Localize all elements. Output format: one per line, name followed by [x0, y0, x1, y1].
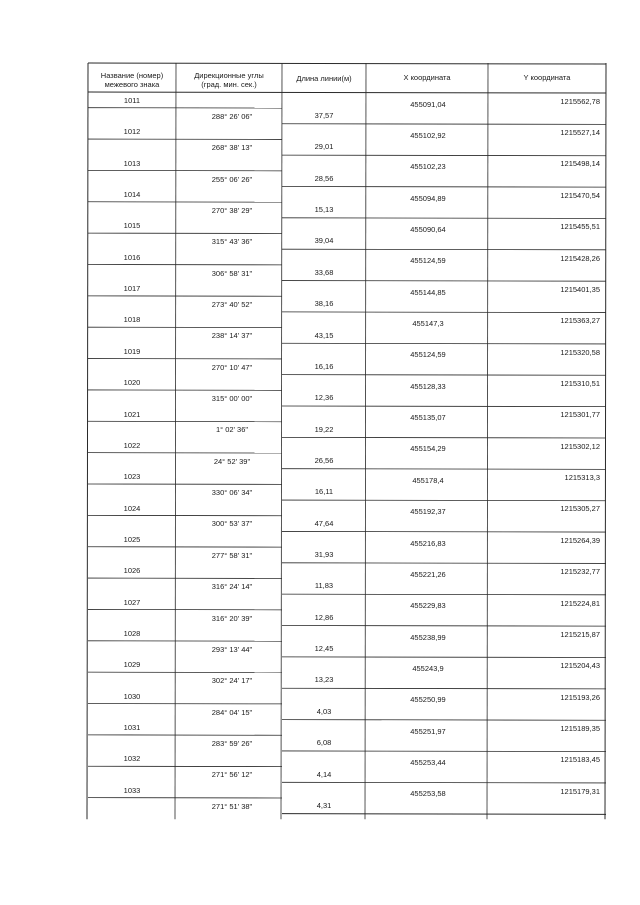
segment-angle: 316° 24' 14" [211, 582, 253, 592]
point-name: 1013 [123, 158, 141, 168]
point-name: 1030 [123, 691, 141, 701]
segment-length: 38,16 [314, 299, 334, 309]
row-divider [282, 782, 606, 783]
point-name: 1022 [123, 440, 141, 450]
segment-angle: 255° 06' 26" [211, 174, 253, 184]
point-name: 1011 [123, 95, 141, 105]
point-x-coordinate: 455243,9 [412, 663, 444, 673]
segment-length: 4,14 [316, 769, 332, 779]
header-name [88, 71, 176, 89]
point-x-coordinate: 455250,99 [410, 695, 446, 705]
header-angles-line1: Дирекционные углы [194, 71, 264, 80]
segment-length: 37,57 [314, 111, 334, 120]
point-name: 1026 [123, 566, 141, 576]
table-top-border [88, 63, 606, 64]
point-x-coordinate: 455216,83 [410, 538, 446, 548]
point-y-coordinate: 1215189,35 [560, 723, 600, 733]
point-name: 1012 [123, 127, 141, 137]
segment-length: 15,13 [314, 205, 334, 215]
row-divider [282, 406, 606, 407]
segment-angle: 302° 24' 17" [211, 676, 253, 686]
point-x-coordinate: 455090,64 [410, 224, 446, 234]
point-x-coordinate: 455178,4 [412, 475, 444, 485]
point-name: 1021 [123, 409, 141, 419]
point-y-coordinate: 1215215,87 [560, 629, 600, 639]
point-x-coordinate: 455124,59 [410, 256, 446, 266]
point-name: 1033 [123, 785, 141, 795]
row-divider [282, 594, 606, 595]
point-x-coordinate: 455229,83 [410, 601, 446, 611]
segment-length: 12,36 [314, 393, 334, 403]
point-y-coordinate: 1215183,45 [560, 755, 600, 765]
segment-length: 26,56 [314, 455, 334, 465]
segment-angle: 270° 38' 29" [211, 205, 253, 215]
header-length: Длина линии(м) [296, 74, 352, 83]
point-y-coordinate: 1215562,78 [560, 96, 600, 106]
segment-angle: 238° 14' 37" [211, 331, 253, 341]
segment-angle: 273° 40' 52" [211, 299, 253, 309]
point-name: 1027 [123, 597, 141, 607]
header-name-line2: межевого знака [104, 80, 160, 89]
point-y-coordinate: 1215363,27 [560, 316, 600, 326]
segment-angle: 271° 56' 12" [211, 770, 253, 780]
point-y-coordinate: 1215527,14 [560, 128, 600, 138]
point-x-coordinate: 455135,07 [410, 413, 446, 423]
segment-length: 33,68 [314, 267, 334, 277]
point-y-coordinate: 1215305,27 [560, 504, 600, 514]
segment-length: 31,93 [314, 550, 334, 560]
row-divider [282, 375, 606, 376]
segment-angle: 288° 26' 06" [211, 111, 253, 121]
point-x-coordinate: 455094,89 [410, 193, 446, 203]
point-y-coordinate: 1215401,35 [560, 284, 600, 294]
point-x-coordinate: 455102,23 [410, 162, 446, 172]
header-bottom-border [88, 92, 606, 93]
segment-angle: 283° 59' 26" [211, 739, 253, 748]
segment-angle: 306° 58' 31" [211, 268, 253, 278]
row-divider [282, 563, 606, 564]
point-x-coordinate: 455253,58 [410, 789, 446, 799]
header-angles [176, 71, 282, 89]
segment-angle: 24° 52' 39" [213, 456, 251, 466]
row-divider [282, 531, 606, 532]
segment-length: 47,64 [314, 518, 334, 528]
point-name: 1025 [123, 534, 141, 544]
point-y-coordinate: 1215320,58 [560, 347, 600, 357]
point-x-coordinate: 455154,29 [410, 444, 446, 454]
point-x-coordinate: 455128,33 [410, 381, 446, 391]
table-side-border [605, 63, 606, 819]
point-name: 1029 [123, 660, 141, 670]
segment-angle: 330° 06' 34" [211, 488, 253, 498]
point-x-coordinate: 455192,37 [410, 507, 446, 517]
segment-angle: 1° 02' 36" [215, 425, 249, 435]
point-y-coordinate: 1215204,43 [560, 661, 600, 671]
row-divider [282, 469, 606, 470]
table-bottom-border [282, 814, 606, 815]
point-y-coordinate: 1215455,51 [560, 222, 600, 232]
segment-length: 4,03 [316, 706, 332, 716]
row-divider [282, 186, 606, 187]
point-name: 1014 [123, 190, 141, 199]
point-name: 1016 [123, 252, 141, 262]
segment-length: 19,22 [314, 424, 334, 434]
point-y-coordinate: 1215193,26 [560, 692, 600, 702]
point-y-coordinate: 1215301,77 [560, 410, 600, 420]
point-x-coordinate: 455102,92 [410, 130, 446, 140]
row-divider [282, 626, 606, 627]
point-name: 1019 [123, 346, 141, 356]
point-y-coordinate: 1215264,39 [560, 535, 600, 545]
point-y-coordinate: 1215302,12 [560, 441, 600, 451]
segment-angle: 271° 51' 38" [211, 801, 253, 811]
segment-angle: 293° 13' 44" [211, 644, 253, 654]
segment-angle: 270° 10' 47" [211, 362, 253, 372]
segment-angle: 277° 58' 31" [211, 550, 253, 560]
segment-angle: 284° 04' 15" [211, 707, 253, 717]
point-name: 1018 [123, 315, 141, 325]
point-name: 1015 [123, 221, 141, 231]
row-divider [282, 500, 606, 501]
row-divider [282, 437, 606, 438]
row-divider [282, 124, 606, 125]
point-x-coordinate: 455124,59 [410, 350, 446, 360]
row-divider [282, 657, 606, 658]
segment-length: 16,16 [314, 361, 334, 371]
segment-length: 12,86 [314, 612, 334, 622]
point-y-coordinate: 1215313,3 [564, 473, 600, 483]
point-name: 1023 [123, 472, 141, 482]
row-divider [282, 155, 606, 156]
point-y-coordinate: 1215310,51 [560, 379, 600, 388]
point-name: 1024 [123, 503, 141, 513]
segment-angle: 316° 20' 39" [211, 613, 253, 623]
point-y-coordinate: 1215428,26 [560, 253, 600, 263]
point-name: 1031 [123, 723, 141, 733]
point-x-coordinate: 455147,3 [412, 319, 444, 329]
point-y-coordinate: 1215224,81 [560, 598, 600, 608]
row-divider [282, 249, 606, 250]
segment-angle: 268° 38' 13" [211, 143, 253, 153]
point-x-coordinate: 455221,26 [410, 569, 446, 579]
point-y-coordinate: 1215232,77 [560, 567, 600, 577]
row-divider [282, 751, 606, 752]
segment-length: 4,31 [316, 800, 332, 810]
segment-length: 43,15 [314, 330, 334, 340]
segment-length: 13,23 [314, 675, 334, 685]
point-x-coordinate: 455251,97 [410, 726, 446, 736]
segment-length: 16,11 [314, 487, 334, 497]
point-y-coordinate: 1215470,54 [560, 190, 600, 200]
segment-length: 11,83 [314, 581, 334, 591]
row-divider [282, 281, 606, 282]
point-x-coordinate: 455144,85 [410, 287, 446, 297]
segment-length: 39,04 [314, 236, 334, 246]
point-x-coordinate: 455253,44 [410, 758, 446, 768]
segment-angle: 315° 00' 00" [211, 394, 253, 404]
point-name: 1017 [123, 284, 141, 294]
point-name: 1028 [123, 629, 141, 639]
header-angles-line2: (град. мин. сек.) [201, 80, 257, 89]
segment-length: 12,45 [314, 644, 334, 654]
point-name: 1032 [123, 754, 141, 764]
header-y: Y координата [523, 73, 571, 82]
segment-angle: 300° 53' 37" [211, 519, 253, 529]
row-divider [282, 688, 606, 689]
row-divider [282, 343, 606, 344]
segment-length: 6,08 [316, 738, 332, 748]
column-divider [487, 63, 488, 819]
row-divider [282, 218, 606, 219]
row-divider [282, 720, 606, 721]
point-name: 1020 [123, 378, 141, 388]
point-y-coordinate: 1215179,31 [560, 786, 600, 796]
header-name-line1: Название (номер) [100, 71, 164, 80]
header-x: X координата [403, 73, 451, 82]
segment-angle: 315° 43' 36" [211, 237, 253, 247]
point-x-coordinate: 455091,04 [410, 99, 446, 109]
segment-length: 29,01 [314, 142, 334, 152]
row-divider [282, 312, 606, 313]
point-x-coordinate: 455238,99 [410, 632, 446, 642]
point-y-coordinate: 1215498,14 [560, 159, 600, 169]
segment-length: 28,56 [314, 173, 334, 183]
